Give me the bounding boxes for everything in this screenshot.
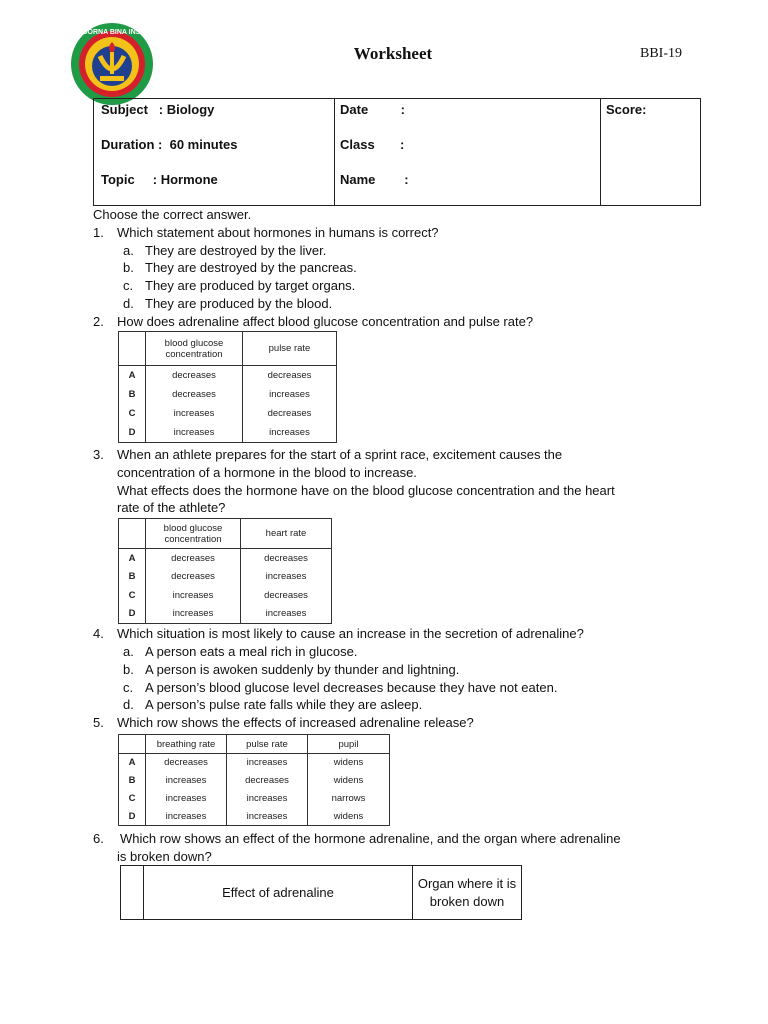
q1-option-d-letter: d.	[123, 296, 134, 311]
duration-label: Duration : 60 minutes	[101, 137, 238, 152]
q3-header-heart: heart rate	[241, 519, 332, 549]
table-row[interactable]: C increases increases narrows	[119, 789, 390, 807]
q1-option-c-letter: c.	[123, 278, 134, 293]
q6-header-blank	[121, 866, 144, 920]
q2-answer-table	[118, 331, 337, 443]
q5-header-pupil: pupil	[308, 735, 390, 754]
question-6-line-1: Which row shows an effect of the hormone adrenaline, and the organ where adrenaline	[120, 831, 621, 846]
question-1-text: Which statement about hormones in humans is correct?	[117, 225, 439, 240]
q1-option-a-letter: a.	[123, 243, 134, 258]
instruction-text: Choose the correct answer.	[93, 207, 252, 222]
q5-header-pulse: pulse rate	[227, 735, 308, 754]
question-3-line-2: concentration of a hormone in the blood to increase.	[117, 465, 417, 480]
subject-label: Subject : Biology	[101, 102, 215, 117]
q1-option-c[interactable]: They are produced by target organs.	[145, 278, 356, 293]
q1-option-a[interactable]: They are destroyed by the liver.	[145, 243, 327, 258]
score-field[interactable]: Score:	[606, 102, 647, 117]
q4-option-d[interactable]: A person’s pulse rate falls while they are asleep.	[145, 697, 423, 712]
question-2-text: How does adrenaline affect blood glucose concentration and pulse rate?	[117, 314, 534, 329]
q5-header-breathing: breathing rate	[146, 735, 227, 754]
table-row[interactable]: B increases decreases widens	[119, 772, 390, 790]
q1-option-d[interactable]: They are produced by the blood.	[145, 296, 333, 311]
table-row[interactable]: D increases increases	[119, 604, 332, 623]
q4-option-d-letter: d.	[123, 697, 134, 712]
q4-option-a-letter: a.	[123, 644, 134, 659]
q3-answer-table	[118, 518, 332, 624]
table-row[interactable]: C increases decreases	[119, 404, 337, 423]
school-logo	[70, 22, 154, 106]
logo-text: BOGORNA BINA INSANI	[71, 29, 153, 36]
question-3-line-3: What effects does the hormone have on the blood glucose concentration and the heart	[117, 483, 615, 498]
q6-header-effect: Effect of adrenaline	[144, 866, 413, 920]
q6-answer-table	[120, 865, 522, 920]
question-3-line-1: When an athlete prepares for the start of a sprint race, excitement causes the	[117, 447, 563, 462]
q1-option-b[interactable]: They are destroyed by the pancreas.	[145, 260, 357, 275]
question-5-number: 5.	[93, 715, 104, 730]
question-6-number: 6.	[93, 831, 104, 846]
page-title: Worksheet	[353, 44, 433, 63]
q2-header-pulse: pulse rate	[243, 332, 337, 366]
date-field[interactable]: Date :	[340, 102, 406, 117]
table-row[interactable]: B decreases increases	[119, 568, 332, 586]
class-field[interactable]: Class :	[340, 137, 405, 152]
question-4-text: Which situation is most likely to cause an increase in the secretion of adrenaline?	[117, 626, 584, 641]
q4-option-a[interactable]: A person eats a meal rich in glucose.	[145, 644, 358, 659]
worksheet-code: BBI-19	[640, 46, 682, 61]
name-field[interactable]: Name :	[340, 172, 409, 187]
q4-option-b[interactable]: A person is awoken suddenly by thunder and lightning.	[145, 662, 460, 677]
question-3-line-4: rate of the athlete?	[117, 500, 226, 515]
q6-header-organ: Organ where it is broken down	[413, 866, 522, 920]
table-row[interactable]: C increases decreases	[119, 586, 332, 604]
question-5-text: Which row shows the effects of increased adrenaline release?	[117, 715, 474, 730]
student-info-box	[93, 98, 701, 206]
q1-option-b-letter: b.	[123, 260, 134, 275]
q2-header-glucose: blood glucose concentration	[146, 332, 243, 366]
table-row[interactable]: B decreases increases	[119, 385, 337, 404]
q5-answer-table	[118, 734, 390, 826]
q3-header-glucose: blood glucose concentration	[146, 519, 241, 549]
question-3-number: 3.	[93, 447, 104, 462]
topic-label: Topic : Hormone	[101, 172, 218, 187]
table-row[interactable]: D increases increases widens	[119, 807, 390, 825]
table-row[interactable]: D increases increases	[119, 423, 337, 443]
question-6-line-2: is broken down?	[117, 849, 212, 864]
table-row[interactable]: A decreases increases widens	[119, 754, 390, 772]
q4-option-c-letter: c.	[123, 680, 134, 695]
table-row[interactable]: A decreases decreases	[119, 549, 332, 568]
question-4-number: 4.	[93, 626, 104, 641]
table-row[interactable]: A decreases decreases	[119, 366, 337, 386]
q4-option-b-letter: b.	[123, 662, 134, 677]
question-1-number: 1.	[93, 225, 104, 240]
question-2-number: 2.	[93, 314, 104, 329]
q4-option-c[interactable]: A person’s blood glucose level decreases because they have not eaten.	[145, 680, 558, 695]
